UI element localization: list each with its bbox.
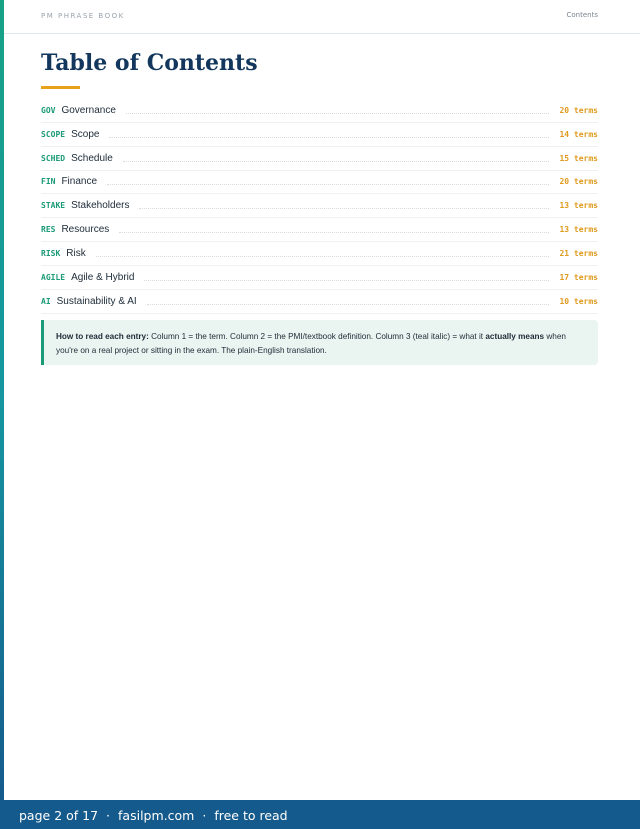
toc-count: 15 terms — [559, 153, 598, 163]
toc-item-risk[interactable] — [41, 242, 598, 266]
left-accent-rail — [0, 0, 4, 800]
toc-item-sustainability-ai[interactable] — [41, 290, 598, 314]
toc-name: Resources — [61, 224, 110, 236]
toc-list — [41, 99, 598, 314]
toc-name: Scope — [71, 128, 100, 140]
toc-item-resources[interactable] — [41, 218, 598, 242]
book-title: PM PHRASE BOOK — [41, 12, 125, 20]
section-name: Contents — [566, 11, 598, 19]
dot-leader — [107, 184, 549, 185]
note-emphasis: actually means — [485, 332, 545, 341]
toc-code: STAKE — [41, 201, 66, 211]
toc-item-scope[interactable] — [41, 123, 598, 147]
toc-item-schedule[interactable] — [41, 147, 598, 171]
dot-leader — [96, 256, 550, 257]
toc-code: AGILE — [41, 272, 66, 282]
page-footer — [0, 800, 640, 829]
toc-count: 14 terms — [559, 129, 598, 139]
toc-count: 10 terms — [559, 296, 598, 306]
note-text-1: Column 1 = the term. Column 2 = the PMI/textbook definition. Column 3 (teal italic) = what it — [148, 332, 486, 341]
toc-code: AI — [41, 296, 51, 306]
footer-tagline: free to read — [214, 808, 288, 823]
dot-leader — [147, 304, 550, 305]
toc-code: FIN — [41, 177, 56, 187]
toc-code: SCOPE — [41, 129, 66, 139]
page-header — [4, 0, 640, 34]
toc-count: 13 terms — [559, 225, 598, 235]
dot-leader — [123, 161, 550, 162]
footer-text — [19, 808, 288, 823]
dot-leader — [144, 280, 549, 281]
note-lead: How to read each entry: — [56, 332, 149, 341]
page-title: Table of Contents — [41, 50, 258, 76]
dot-leader — [109, 137, 549, 138]
title-underline — [41, 86, 80, 89]
footer-separator: · — [202, 808, 207, 823]
toc-count: 20 terms — [559, 105, 598, 115]
how-to-read-note — [41, 320, 598, 365]
toc-code: GOV — [41, 105, 56, 115]
toc-count: 20 terms — [559, 177, 598, 187]
toc-count: 13 terms — [559, 201, 598, 211]
toc-code: RISK — [41, 248, 61, 258]
toc-item-stakeholders[interactable] — [41, 194, 598, 218]
dot-leader — [119, 232, 549, 233]
dot-leader — [139, 208, 549, 209]
toc-name: Sustainability & AI — [56, 295, 137, 307]
toc-code: RES — [41, 225, 56, 235]
toc-item-governance[interactable] — [41, 99, 598, 123]
toc-item-finance[interactable] — [41, 171, 598, 195]
toc-code: SCHED — [41, 153, 66, 163]
toc-name: Stakeholders — [71, 200, 130, 212]
toc-count: 17 terms — [559, 272, 598, 282]
page-number: page 2 of 17 — [19, 808, 99, 823]
toc-name: Finance — [61, 176, 98, 188]
site-link[interactable]: fasilpm.com — [118, 808, 195, 823]
toc-count: 21 terms — [559, 248, 598, 258]
footer-separator: · — [106, 808, 111, 823]
toc-name: Risk — [66, 247, 86, 259]
toc-name: Agile & Hybrid — [71, 271, 135, 283]
toc-item-agile-hybrid[interactable] — [41, 266, 598, 290]
dot-leader — [126, 113, 550, 114]
toc-name: Schedule — [71, 152, 113, 164]
toc-name: Governance — [61, 104, 116, 116]
note-text-2: when you're on a real project or sitting in the exam. The plain-English translation. — [56, 332, 566, 355]
